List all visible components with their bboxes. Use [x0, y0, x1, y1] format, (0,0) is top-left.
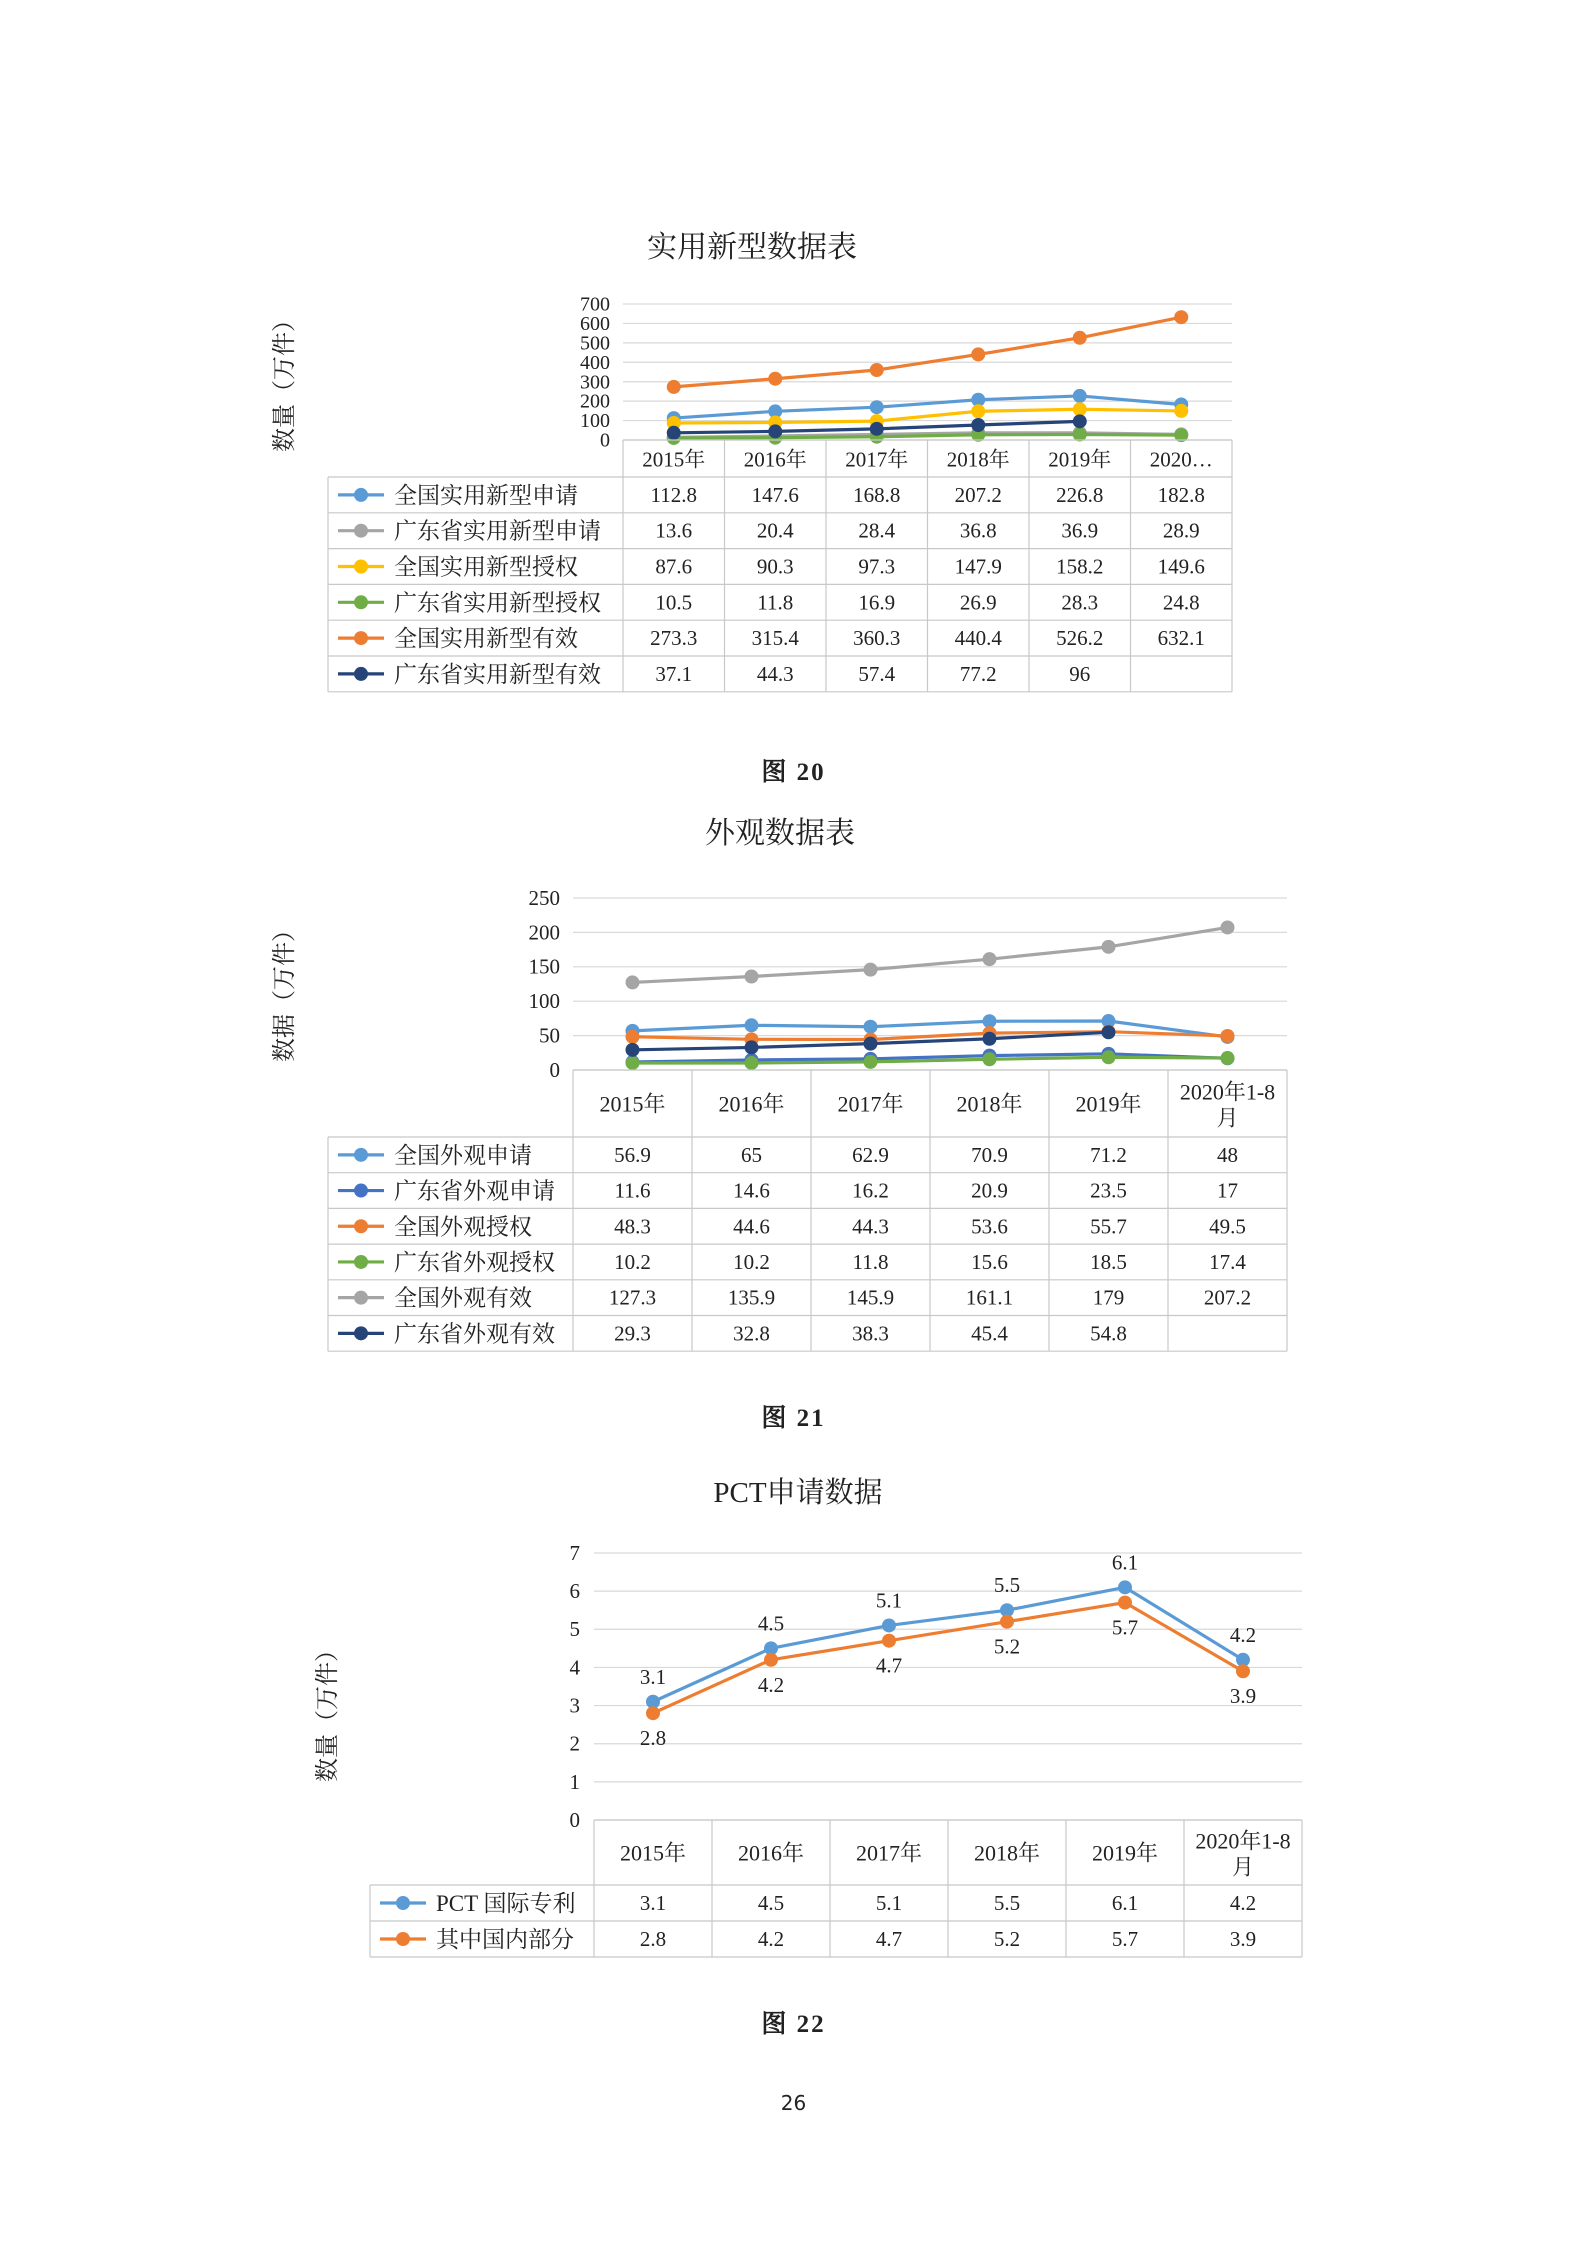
- data-point: [667, 380, 681, 394]
- y-tick-label: 100: [580, 410, 610, 433]
- legend-series-name: 广东省实用新型有效: [394, 661, 601, 687]
- table-value: 632.1: [1157, 626, 1205, 651]
- table-value: 44.3: [852, 1214, 889, 1239]
- legend-key-marker: [396, 1932, 410, 1946]
- table-value: 207.2: [954, 482, 1002, 507]
- y-axis-label: 数量（万件）: [272, 308, 298, 452]
- table-value: 112.8: [650, 482, 697, 507]
- data-label: 5.2: [993, 1634, 1021, 1659]
- table-value: 11.8: [852, 1249, 889, 1274]
- table-value: 44.3: [756, 661, 794, 686]
- data-point: [626, 975, 640, 989]
- y-tick-label: 200: [528, 920, 560, 945]
- table-value: 49.5: [1209, 1214, 1246, 1239]
- data-point: [1073, 402, 1087, 416]
- table-value: 10.2: [733, 1249, 770, 1274]
- table-value: 53.6: [971, 1214, 1008, 1239]
- chart-title: 实用新型数据表: [647, 231, 857, 264]
- table-value: 65: [741, 1142, 762, 1167]
- chart-title: PCT申请数据: [713, 1477, 883, 1509]
- data-point: [745, 1056, 759, 1070]
- data-point: [646, 1706, 660, 1720]
- y-tick-label: 0: [600, 429, 610, 452]
- data-point: [882, 1618, 896, 1632]
- table-value: 44.6: [733, 1214, 770, 1239]
- data-label: 4.2: [757, 1672, 785, 1697]
- table-value: 90.3: [756, 554, 794, 579]
- data-point: [764, 1653, 778, 1667]
- legend-key-marker: [354, 524, 368, 538]
- y-axis-label: 数量（万件）: [315, 1638, 341, 1782]
- legend-key-marker: [354, 1255, 368, 1269]
- data-point: [1118, 1596, 1132, 1610]
- data-point: [626, 1030, 640, 1044]
- legend-series-name: 其中国内部分: [436, 1927, 574, 1952]
- data-point: [667, 426, 681, 440]
- table-value: 96: [1069, 661, 1091, 686]
- table-value: 10.2: [614, 1249, 651, 1274]
- data-label: 4.7: [875, 1653, 903, 1678]
- legend-series-name: 全国外观申请: [394, 1142, 532, 1168]
- data-point: [745, 1018, 759, 1032]
- data-label: 4.5: [757, 1611, 785, 1636]
- x-category-label: 2019年: [1048, 447, 1112, 472]
- x-category-label: 2020…: [1149, 447, 1213, 472]
- data-point: [971, 347, 985, 361]
- table-value: 4.2: [1229, 1891, 1257, 1915]
- table-value: 38.3: [852, 1321, 889, 1346]
- x-category-label: 2015年: [599, 1091, 666, 1117]
- x-category-label: 2019年: [1075, 1091, 1142, 1117]
- data-point: [983, 1014, 997, 1028]
- legend-series-name: 全国外观有效: [394, 1285, 532, 1311]
- design-chart: [0, 800, 1587, 1380]
- data-point: [1073, 414, 1087, 428]
- figure-caption-20: 图 20: [761, 759, 826, 786]
- table-value: 147.6: [751, 482, 799, 507]
- table-value: 11.6: [614, 1178, 651, 1203]
- data-point: [1000, 1615, 1014, 1629]
- table-value: 179: [1092, 1285, 1125, 1310]
- x-category-label: 2017年: [855, 1840, 923, 1866]
- data-point: [1236, 1664, 1250, 1678]
- data-point: [1221, 1051, 1235, 1065]
- table-value: 45.4: [971, 1321, 1008, 1346]
- x-category-label: 2018年: [956, 1091, 1023, 1117]
- y-tick-label: 700: [580, 293, 610, 316]
- chart-title: 外观数据表: [705, 817, 855, 850]
- data-point: [1102, 1050, 1116, 1064]
- table-value: 48: [1217, 1142, 1238, 1167]
- x-category-label: 2018年: [946, 447, 1010, 472]
- table-value: 4.5: [757, 1891, 785, 1915]
- legend-series-name: 全国外观授权: [394, 1214, 532, 1240]
- y-tick-label: 3: [569, 1693, 580, 1718]
- y-tick-label: 0: [569, 1807, 580, 1832]
- table-value: 273.3: [650, 626, 698, 651]
- table-value: 11.8: [757, 590, 794, 615]
- data-point: [1073, 331, 1087, 345]
- y-tick-label: 600: [580, 313, 610, 336]
- data-label: 3.1: [639, 1664, 667, 1689]
- table-value: 14.6: [733, 1178, 770, 1203]
- table-value: 5.5: [993, 1891, 1021, 1915]
- table-value: 20.9: [971, 1178, 1008, 1203]
- table-value: 2.8: [639, 1927, 667, 1951]
- table-value: 32.8: [733, 1321, 770, 1346]
- y-tick-label: 250: [528, 885, 560, 910]
- utility-model-chart: [0, 0, 1587, 740]
- table-value: 55.7: [1090, 1214, 1127, 1239]
- table-value: 29.3: [614, 1321, 651, 1346]
- data-point: [1102, 940, 1116, 954]
- legend-series-name: 全国实用新型有效: [394, 626, 578, 652]
- table-value: 17: [1217, 1178, 1238, 1203]
- data-point: [870, 422, 884, 436]
- data-point: [864, 1037, 878, 1051]
- x-category-label: 2017年: [837, 1091, 904, 1117]
- table-value: 23.5: [1090, 1178, 1127, 1203]
- y-tick-label: 2: [569, 1731, 580, 1756]
- x-category-label: 2020年1-8: [1179, 1079, 1276, 1105]
- table-value: 6.1: [1111, 1891, 1139, 1915]
- y-tick-label: 150: [528, 954, 560, 979]
- table-value: 54.8: [1090, 1321, 1127, 1346]
- table-value: 207.2: [1203, 1285, 1252, 1310]
- data-point: [864, 1055, 878, 1069]
- data-point: [1073, 389, 1087, 403]
- data-label: 2.8: [639, 1726, 667, 1751]
- table-value: 3.9: [1229, 1927, 1257, 1951]
- legend-key-marker: [354, 1184, 368, 1198]
- x-category-label: 2016年: [718, 1091, 785, 1117]
- table-value: 77.2: [959, 661, 997, 686]
- data-point: [870, 363, 884, 377]
- table-value: 145.9: [846, 1285, 895, 1310]
- legend-series-name: 广东省实用新型授权: [394, 590, 601, 616]
- x-category-label: 2018年: [973, 1840, 1041, 1866]
- data-point: [768, 372, 782, 386]
- data-label: 3.9: [1229, 1684, 1257, 1709]
- table-value: 5.1: [875, 1891, 903, 1915]
- data-point: [768, 424, 782, 438]
- table-value: 70.9: [971, 1142, 1008, 1167]
- table-value: 28.3: [1061, 590, 1099, 615]
- x-category-label: 2020年1-8: [1195, 1828, 1291, 1854]
- table-value: 28.9: [1162, 518, 1200, 543]
- data-point: [626, 1043, 640, 1057]
- y-tick-label: 100: [528, 989, 560, 1014]
- data-point: [983, 952, 997, 966]
- table-value: 526.2: [1056, 626, 1104, 651]
- y-tick-label: 200: [580, 390, 610, 413]
- x-category-label: 2016年: [743, 447, 807, 472]
- legend-series-name: PCT 国际专利: [436, 1891, 576, 1916]
- table-value: 48.3: [614, 1214, 651, 1239]
- data-point: [745, 1040, 759, 1054]
- table-value: 315.4: [751, 626, 799, 651]
- series-line-0: [653, 1587, 1243, 1701]
- legend-series-name: 广东省外观授权: [394, 1249, 555, 1275]
- table-value: 24.8: [1162, 590, 1200, 615]
- y-tick-label: 5: [569, 1617, 580, 1642]
- table-value: 5.7: [1111, 1927, 1139, 1951]
- data-point: [1102, 1025, 1116, 1039]
- legend-series-name: 广东省外观申请: [394, 1178, 555, 1204]
- data-point: [971, 404, 985, 418]
- data-point: [882, 1634, 896, 1648]
- x-category-label: 月: [1231, 1854, 1255, 1880]
- data-label: 5.5: [993, 1573, 1021, 1598]
- table-value: 127.3: [608, 1285, 657, 1310]
- x-category-label: 2016年: [737, 1840, 805, 1866]
- table-value: 158.2: [1056, 554, 1104, 579]
- legend-series-name: 全国实用新型申请: [394, 482, 578, 508]
- series-line-4: [674, 317, 1182, 387]
- legend-key-marker: [354, 1219, 368, 1233]
- table-value: 20.4: [756, 518, 794, 543]
- pct-chart: [0, 1450, 1587, 1970]
- legend-key-marker: [354, 488, 368, 502]
- y-axis-label: 数据（万件）: [272, 918, 298, 1062]
- table-value: 135.9: [727, 1285, 776, 1310]
- legend-series-name: 广东省实用新型申请: [394, 518, 601, 544]
- table-value: 36.9: [1061, 518, 1099, 543]
- legend-series-name: 广东省外观有效: [394, 1321, 555, 1347]
- data-point: [626, 1056, 640, 1070]
- table-value: 440.4: [954, 626, 1002, 651]
- data-point: [983, 1032, 997, 1046]
- data-label: 6.1: [1111, 1550, 1139, 1575]
- figure-caption-22: 图 22: [761, 2011, 826, 2038]
- y-tick-label: 400: [580, 351, 610, 374]
- legend-key-marker: [354, 667, 368, 681]
- table-value: 15.6: [971, 1249, 1008, 1274]
- y-tick-label: 300: [580, 371, 610, 394]
- x-category-label: 月: [1216, 1105, 1239, 1131]
- legend-key-marker: [354, 1148, 368, 1162]
- data-label: 4.2: [1229, 1622, 1257, 1647]
- data-point: [1174, 310, 1188, 324]
- data-point: [983, 1052, 997, 1066]
- table-value: 226.8: [1056, 482, 1104, 507]
- table-value: 4.2: [757, 1927, 785, 1951]
- y-tick-label: 1: [569, 1769, 580, 1794]
- legend-key-marker: [354, 1291, 368, 1305]
- legend-key-marker: [354, 595, 368, 609]
- table-value: 87.6: [655, 554, 693, 579]
- data-label: 5.1: [875, 1588, 903, 1613]
- table-value: 16.2: [852, 1178, 889, 1203]
- data-point: [745, 970, 759, 984]
- data-point: [971, 418, 985, 432]
- table-value: 147.9: [954, 554, 1002, 579]
- table-value: 97.3: [858, 554, 896, 579]
- table-value: 149.6: [1157, 554, 1205, 579]
- y-tick-label: 7: [569, 1540, 580, 1565]
- table-value: 36.8: [959, 518, 997, 543]
- table-value: 13.6: [655, 518, 693, 543]
- table-value: 16.9: [858, 590, 896, 615]
- table-value: 10.5: [655, 590, 693, 615]
- legend-key-marker: [354, 631, 368, 645]
- data-point: [864, 963, 878, 977]
- y-tick-label: 6: [569, 1579, 580, 1604]
- table-value: 62.9: [852, 1142, 889, 1167]
- table-value: 161.1: [965, 1285, 1014, 1310]
- table-value: 56.9: [614, 1142, 651, 1167]
- y-tick-label: 500: [580, 332, 610, 355]
- table-value: 17.4: [1209, 1249, 1246, 1274]
- data-point: [1221, 1029, 1235, 1043]
- page-number: 26: [780, 2091, 807, 2115]
- x-category-label: 2015年: [642, 447, 706, 472]
- table-value: 18.5: [1090, 1249, 1127, 1274]
- y-tick-label: 0: [549, 1057, 560, 1082]
- data-point: [870, 400, 884, 414]
- table-value: 57.4: [858, 661, 896, 686]
- data-label: 5.7: [1111, 1615, 1139, 1640]
- data-point: [1118, 1580, 1132, 1594]
- legend-series-name: 全国实用新型授权: [394, 554, 578, 580]
- table-value: 71.2: [1090, 1142, 1127, 1167]
- series-line-0: [633, 1021, 1228, 1037]
- table-value: 5.2: [993, 1927, 1021, 1951]
- table-value: 168.8: [853, 482, 901, 507]
- table-value: 37.1: [655, 661, 693, 686]
- legend-key-marker: [396, 1896, 410, 1910]
- series-line-4: [633, 927, 1228, 982]
- table-value: 182.8: [1157, 482, 1205, 507]
- x-category-label: 2015年: [619, 1840, 687, 1866]
- data-point: [864, 1020, 878, 1034]
- data-point: [1174, 404, 1188, 418]
- figure-caption-21: 图 21: [761, 1405, 826, 1432]
- table-value: 4.7: [875, 1927, 903, 1951]
- table-value: 3.1: [639, 1891, 667, 1915]
- legend-key-marker: [354, 1326, 368, 1340]
- y-tick-label: 50: [539, 1023, 560, 1048]
- y-tick-label: 4: [569, 1655, 580, 1680]
- x-category-label: 2017年: [845, 447, 909, 472]
- table-value: 360.3: [853, 626, 901, 651]
- table-value: 26.9: [959, 590, 997, 615]
- table-value: 28.4: [858, 518, 896, 543]
- data-point: [1221, 920, 1235, 934]
- x-category-label: 2019年: [1091, 1840, 1159, 1866]
- legend-key-marker: [354, 560, 368, 574]
